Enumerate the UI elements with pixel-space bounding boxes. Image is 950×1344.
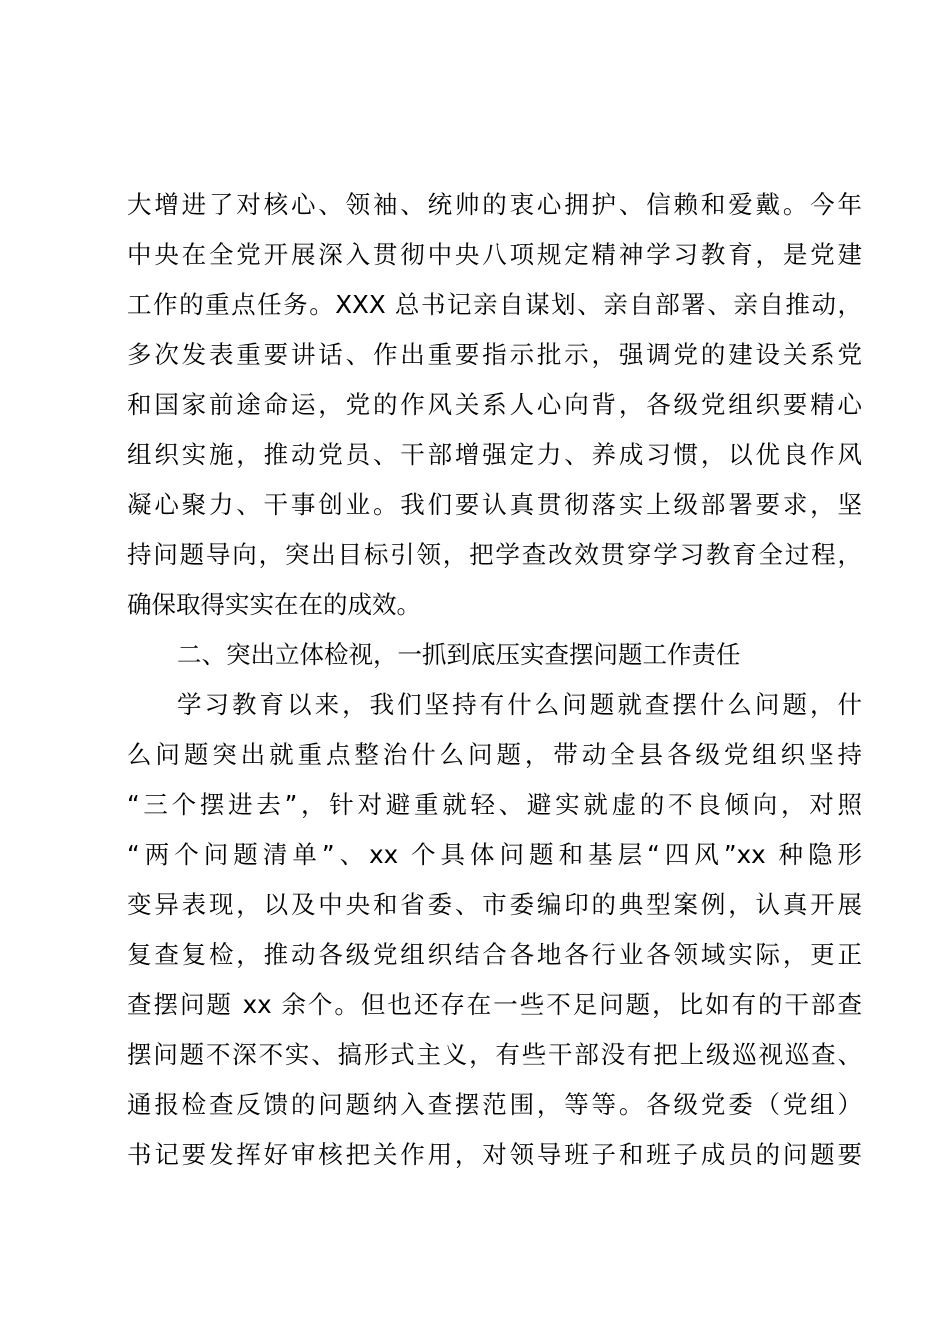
text-line: 工作的重点任务。XXX 总书记亲自谋划、亲自部署、亲自推动，: [127, 290, 862, 319]
text-line: 摆问题不深不实、搞形式主义，有些干部没有把上级巡视巡查、: [127, 1040, 862, 1069]
text-line: 确保取得实实在在的成效。: [127, 590, 421, 619]
text-line: 多次发表重要讲话、作出重要指示批示，强调党的建设关系党: [127, 340, 862, 369]
text-line: 查摆问题 xx 余个。但也还存在一些不足问题，比如有的干部查: [127, 990, 862, 1019]
text-line: 中央在全党开展深入贯彻中央八项规定精神学习教育，是党建: [127, 240, 862, 269]
text-line: 凝心聚力、干事创业。我们要认真贯彻落实上级部署要求，坚: [127, 490, 862, 519]
text-line: 学习教育以来，我们坚持有什么问题就查摆什么问题，什: [177, 690, 862, 719]
text-line: 大增进了对核心、领袖、统帅的衷心拥护、信赖和爱戴。今年: [127, 190, 862, 219]
text-line: 组织实施，推动党员、干部增强定力、养成习惯，以优良作风: [127, 440, 862, 469]
text-line: “两个问题清单”、xx 个具体问题和基层“四风”xx 种隐形: [127, 840, 862, 869]
section-heading: 二、突出立体检视，一抓到底压实查摆问题工作责任: [177, 640, 741, 669]
text-line: 持问题导向，突出目标引领，把学查改效贯穿学习教育全过程，: [127, 540, 862, 569]
text-line: 复查复检，推动各级党组织结合各地各行业各领域实际，更正: [127, 940, 862, 969]
text-line: 变异表现，以及中央和省委、市委编印的典型案例，认真开展: [127, 890, 862, 919]
text-line: “三个摆进去”，针对避重就轻、避实就虚的不良倾向，对照: [127, 790, 862, 819]
text-line: 通报检查反馈的问题纳入查摆范围，等等。各级党委（党组）: [127, 1090, 862, 1119]
document-body: [127, 180, 862, 1180]
text-line: 书记要发挥好审核把关作用，对领导班子和班子成员的问题要: [127, 1140, 862, 1169]
text-line: 和国家前途命运，党的作风关系人心向背，各级党组织要精心: [127, 390, 862, 419]
text-line: 么问题突出就重点整治什么问题，带动全县各级党组织坚持: [127, 740, 862, 769]
